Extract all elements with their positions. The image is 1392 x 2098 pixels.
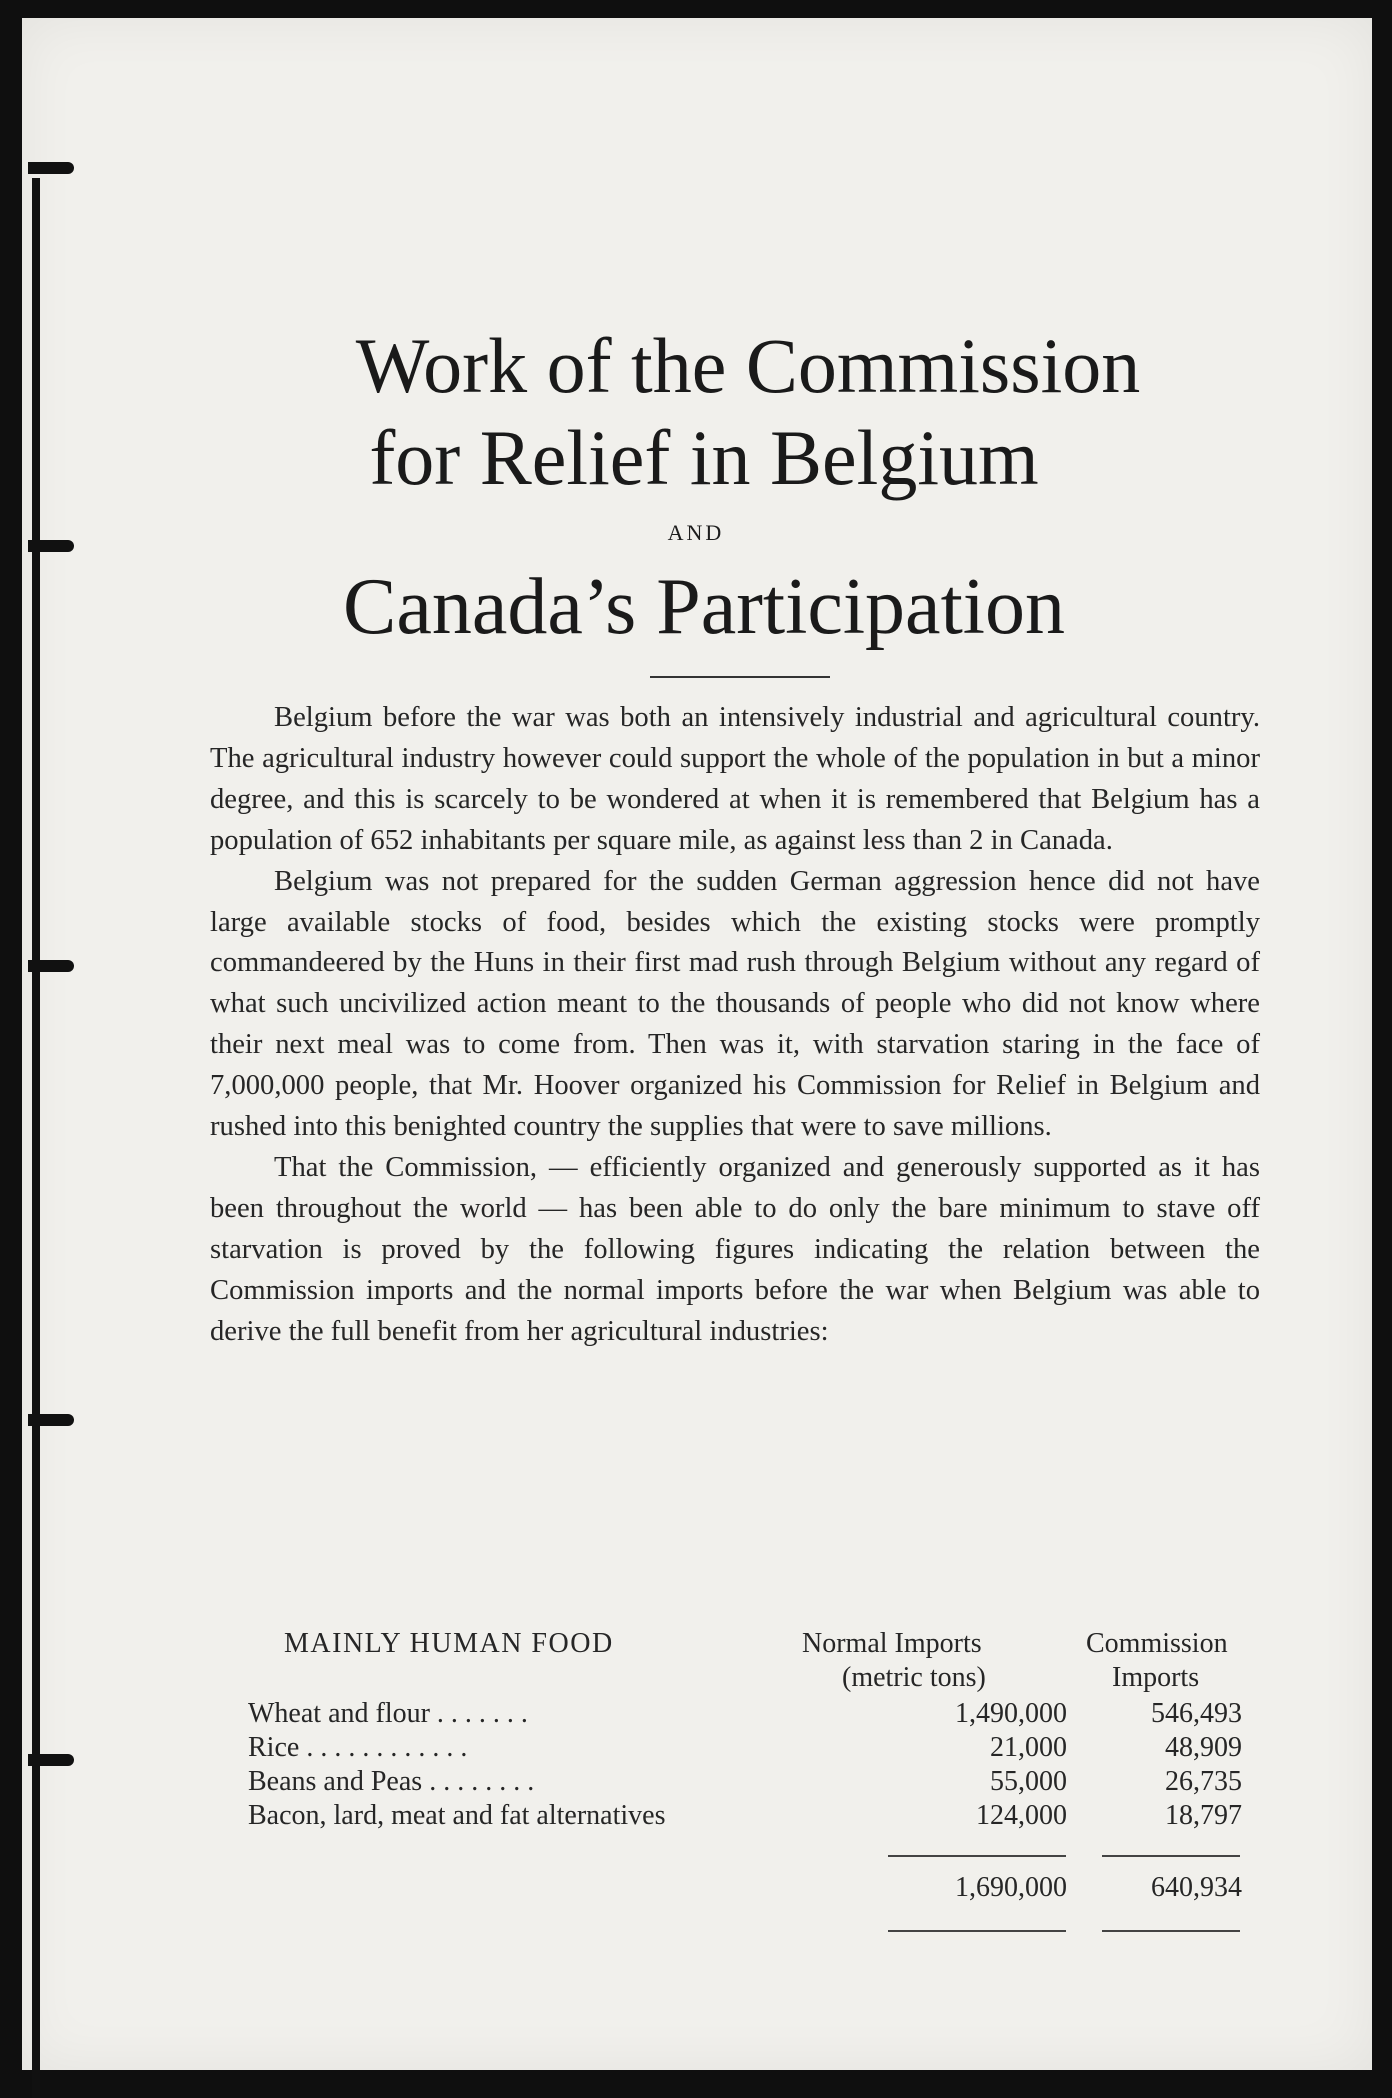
total-rule-normal [888,1930,1066,1932]
paragraph-1: Belgium before the war was both an intensively industrial and agricultural country. The agricultural industry however could support the whole of the population in but a minor degree, and this is scarcely to be wondered at when it is remembered that Belgium has a population of 652 inhabitants per square mile, as against less than 2 in Canada. [210,702,1260,856]
title-line-3: Canada’s Participation [342,563,1066,651]
table-heading: MAINLY HUMAN FOOD [284,1628,614,1659]
row-normal-value: 1,490,000 [955,1698,1067,1729]
title-conjunction: AND [667,520,725,545]
title-line-2: for Relief in Belgium [369,414,1039,501]
table-total-row [210,1872,1270,1906]
column-header-normal: Normal Imports [802,1628,982,1659]
column-subheader-normal: (metric tons) [842,1662,986,1693]
binding-stitch [28,1754,74,1766]
binding-stitch [28,960,74,972]
paragraph-3: That the Commission, — efficiently organized and generously supported as it has been throughout the world — has been able to do only the bare minimum to stave off starvation is proved by the following figures indicating the relation between the Commission imports and the normal imports before the war when Belgium was able to derive the full benefit from her agricultural industries: [210,1151,1260,1347]
row-commission-value: 26,735 [1165,1766,1242,1797]
subtotal-rule-commission [1102,1855,1240,1857]
table-row [210,1766,1270,1800]
total-commission-value: 640,934 [1151,1872,1242,1903]
total-normal-value: 1,690,000 [955,1872,1067,1903]
subtotal-rule-normal [888,1855,1066,1857]
table-header-row-1 [210,1628,1270,1662]
table-row [210,1732,1270,1766]
row-normal-value: 21,000 [990,1732,1067,1763]
table-row [210,1698,1270,1732]
row-label: Beans and Peas . . . . . . . . [248,1766,535,1797]
row-commission-value: 546,493 [1151,1698,1242,1729]
binding-stitch [28,1414,74,1426]
title-line-1: Work of the Commission [355,322,1141,409]
row-normal-value: 55,000 [990,1766,1067,1797]
row-normal-value: 124,000 [976,1800,1067,1831]
paragraph-2: Belgium was not prepared for the sudden German aggression hence did not have large available stocks of food, besides which the existing stocks were promptly commandeered by the Huns in their first mad rush through Belgium without any regard of what such uncivilized action meant to the thousands of people who did not know where their next meal was to come from. Then was it, with starvation staring in the face of 7,000,000 people, that Mr. Hoover organized his Commission for Relief in Belgium and rushed into this benighted country the supplies that were to save millions. [210,865,1260,1143]
article-body [210,698,1260,1353]
row-commission-value: 48,909 [1165,1732,1242,1763]
row-label: Wheat and flour . . . . . . . [248,1698,528,1729]
row-commission-value: 18,797 [1165,1800,1242,1831]
table-header-row-2 [210,1662,1270,1696]
row-label: Rice . . . . . . . . . . . . [248,1732,468,1763]
table-row [210,1800,1270,1834]
column-header-commission: Commission [1086,1628,1228,1659]
binding-stitch [28,162,74,174]
total-rule-commission [1102,1930,1240,1932]
column-subheader-commission: Imports [1112,1662,1200,1693]
row-label: Bacon, lard, meat and fat alternatives [248,1800,666,1831]
title-divider [650,676,830,678]
